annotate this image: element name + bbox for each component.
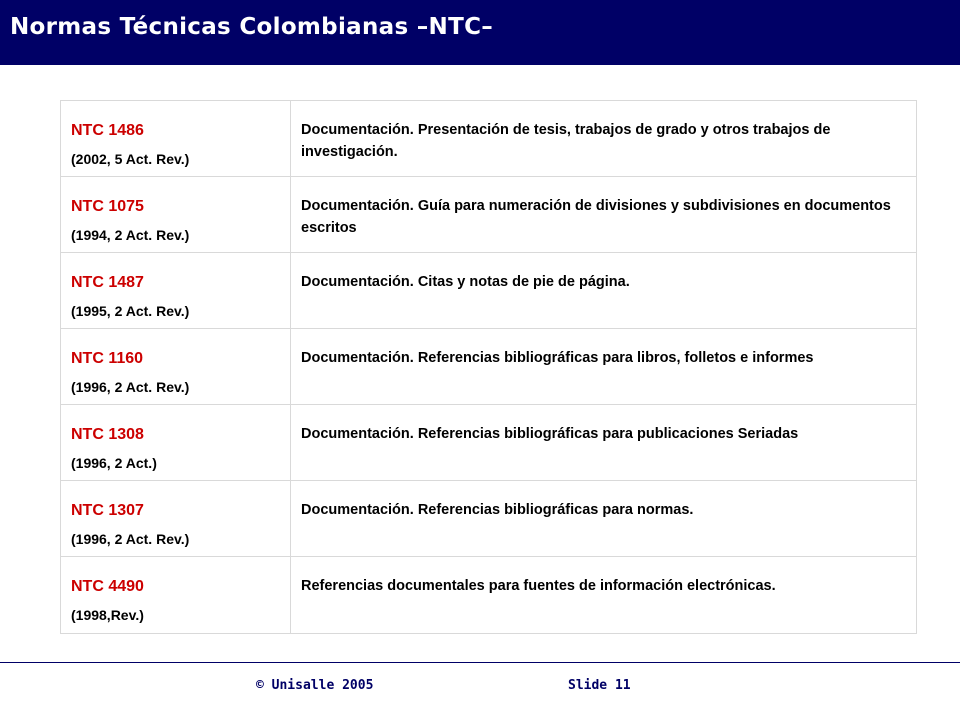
- ntc-code: NTC 1486: [71, 122, 144, 139]
- table-row: [61, 557, 917, 634]
- ntc-revision: (2002, 5 Act. Rev.): [71, 151, 190, 167]
- ntc-description: Documentación. Presentación de tesis, trabajos de grado y otros trabajos de investigación.: [301, 122, 831, 160]
- ntc-description: Documentación. Referencias bibliográficas para libros, folletos e informes: [301, 350, 814, 366]
- code-cell: [61, 557, 291, 634]
- ntc-code: NTC 1308: [71, 426, 144, 443]
- ntc-code: NTC 1307: [71, 502, 144, 519]
- ntc-table: [60, 100, 917, 634]
- ntc-description: Documentación. Guía para numeración de divisiones y subdivisiones en documentos escritos: [301, 198, 891, 236]
- ntc-description: Documentación. Citas y notas de pie de página.: [301, 274, 630, 290]
- table-row: [61, 101, 917, 177]
- ntc-description: Referencias documentales para fuentes de información electrónicas.: [301, 578, 776, 594]
- footer-divider: [0, 662, 960, 663]
- ntc-revision: (1996, 2 Act. Rev.): [71, 531, 190, 547]
- code-cell: [61, 405, 291, 481]
- code-cell: [61, 329, 291, 405]
- code-cell: [61, 101, 291, 177]
- ntc-code: NTC 4490: [71, 578, 144, 595]
- ntc-description: Documentación. Referencias bibliográficas para normas.: [301, 502, 694, 518]
- slide-number: Slide 11: [568, 678, 631, 693]
- code-cell: [61, 177, 291, 253]
- ntc-code: NTC 1160: [71, 350, 144, 367]
- table-row: [61, 177, 917, 253]
- description-cell: [291, 405, 917, 481]
- ntc-revision: (1994, 2 Act. Rev.): [71, 227, 190, 243]
- description-cell: [291, 253, 917, 329]
- ntc-code: NTC 1487: [71, 274, 144, 291]
- table-row: [61, 253, 917, 329]
- table-row: [61, 329, 917, 405]
- description-cell: [291, 329, 917, 405]
- ntc-description: Documentación. Referencias bibliográficas para publicaciones Seriadas: [301, 426, 799, 442]
- code-cell: [61, 481, 291, 557]
- slide-title: Normas Técnicas Colombianas –NTC–: [10, 14, 494, 40]
- ntc-revision: (1998,Rev.): [71, 607, 144, 623]
- ntc-revision: (1995, 2 Act. Rev.): [71, 303, 190, 319]
- table-row: [61, 481, 917, 557]
- footer-copyright: © Unisalle 2005: [256, 678, 374, 693]
- ntc-revision: (1996, 2 Act.): [71, 455, 157, 471]
- table-row: [61, 405, 917, 481]
- code-cell: [61, 253, 291, 329]
- description-cell: [291, 557, 917, 634]
- slide-header: [0, 0, 960, 65]
- description-cell: [291, 177, 917, 253]
- ntc-revision: (1996, 2 Act. Rev.): [71, 379, 190, 395]
- description-cell: [291, 481, 917, 557]
- ntc-code: NTC 1075: [71, 198, 144, 215]
- description-cell: [291, 101, 917, 177]
